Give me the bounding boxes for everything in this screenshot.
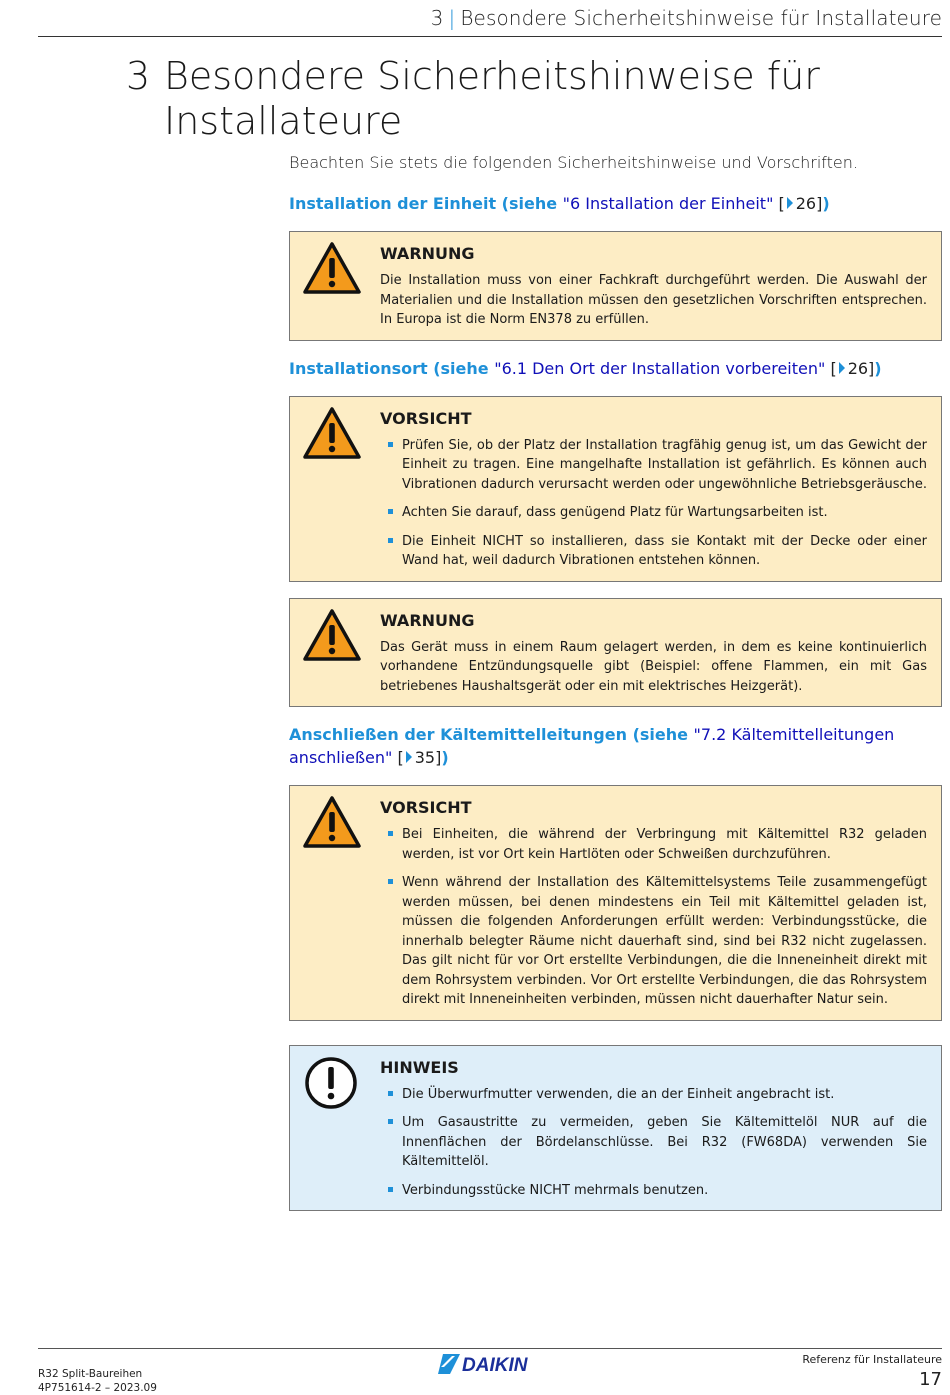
note-box bbox=[289, 1045, 942, 1212]
running-header-number: 3 bbox=[430, 6, 444, 30]
section-heading-location bbox=[289, 357, 942, 380]
footer-ref-label: Referenz für Installateure bbox=[802, 1353, 942, 1366]
warning-box bbox=[289, 231, 942, 341]
section-ref-open: [ bbox=[773, 194, 785, 213]
footer-product: R32 Split-Baureihen bbox=[38, 1368, 143, 1380]
chapter-title bbox=[126, 54, 926, 144]
daikin-logo-text: DAIKIN bbox=[462, 1355, 528, 1375]
section-heading-close: ) bbox=[874, 358, 882, 378]
page-ref-triangle-icon bbox=[406, 751, 412, 763]
warning-triangle-icon bbox=[302, 608, 362, 662]
caution-title: VORSICHT bbox=[380, 408, 472, 428]
section-ref-open: [ bbox=[825, 358, 837, 378]
page-ref-triangle-icon bbox=[839, 362, 845, 374]
page-number: 17 bbox=[919, 1369, 942, 1390]
caution-list bbox=[380, 436, 927, 571]
running-header-separator: | bbox=[448, 6, 456, 30]
list-item: Um Gasaustritte zu vermeiden, geben Sie Kältemittelöl NUR auf die Innenflächen der Bördelanschlüsse. Bei R32 (FW68DA) verwenden Sie Kältemittelöl. bbox=[380, 1113, 927, 1172]
caution-box bbox=[289, 785, 942, 1021]
section-ref-page[interactable]: 26] bbox=[847, 358, 875, 378]
page-ref-triangle-icon bbox=[787, 197, 793, 209]
list-item: Bei Einheiten, die während der Verbringung mit Kältemittel R32 geladen werden, ist vor Ort kein Hartlöten oder Schweißen durchzuführen. bbox=[380, 825, 927, 864]
running-header-title: Besondere Sicherheitshinweise für Installateure bbox=[460, 6, 942, 30]
footer-page-info bbox=[802, 1352, 942, 1392]
section-ref-link[interactable]: "6 Installation der Einheit" bbox=[562, 194, 774, 213]
note-list bbox=[380, 1085, 927, 1201]
footer-doc-info bbox=[38, 1367, 157, 1395]
section-heading-lead: Installationsort (siehe bbox=[289, 358, 495, 378]
caution-box bbox=[289, 396, 942, 582]
section-ref-link[interactable]: "6.1 Den Ort der Installation vorbereiten" bbox=[494, 358, 826, 378]
list-item: Achten Sie darauf, dass genügend Platz für Wartungsarbeiten ist. bbox=[380, 503, 927, 523]
section-heading-installation bbox=[289, 192, 942, 215]
chapter-number: 3 bbox=[126, 54, 151, 98]
section-heading-lead: Installation der Einheit (siehe bbox=[289, 194, 563, 213]
list-item: Wenn während der Installation des Kältemittelsystems Teile zusammengefügt werden müssen, bei denen mindestens ein Teil mit Kältemittel geladen ist, müssen die folgenden Anforderungen erfüllt werden: Verbindungsstücke, die innerhalb belegter Räume nicht dauerhaft sind, sind bei R32 nicht zugelassen. Das gilt nicht für vor Ort erstellte Verbindungen, die die Inneneinheit direkt mit dem Rohrsystem verbinden. Vor Ort erstellte Verbindungen, die das Rohrsystem direkt mit Inneneinheiten verbinden, müssen nicht dauerhafter Natur sein. bbox=[380, 873, 927, 1010]
intro-text: Beachten Sie stets die folgenden Sicherheitshinweise und Vorschriften. bbox=[289, 153, 858, 172]
chapter-title-text: Besondere Sicherheitshinweise für Installateure bbox=[164, 54, 820, 143]
caution-list bbox=[380, 825, 927, 1010]
warning-text: Das Gerät muss in einem Raum gelagert werden, in dem es keine kontinuierlich vorhandene Entzündungsquelle gibt (Beispiel: offene Flammen, ein mit Gas betriebenes Haushaltsgerät oder ein mit elektrisches Heizgerät). bbox=[380, 639, 927, 694]
footer-rule bbox=[38, 1348, 942, 1349]
footer-doc-id: 4P751614-2 – 2023.09 bbox=[38, 1382, 157, 1394]
warning-box bbox=[289, 598, 942, 708]
running-header bbox=[431, 6, 942, 30]
section-ref-open: [ bbox=[392, 748, 404, 767]
warning-triangle-icon bbox=[302, 406, 362, 460]
section-ref-page[interactable]: 35] bbox=[414, 748, 442, 767]
main-content bbox=[289, 152, 942, 1227]
section-heading-close: ) bbox=[822, 194, 830, 213]
section-heading-close: ) bbox=[441, 748, 449, 767]
warning-triangle-icon bbox=[302, 241, 362, 295]
warning-triangle-icon bbox=[302, 795, 362, 849]
list-item: Die Einheit NICHT so installieren, dass sie Kontakt mit der Decke oder einer Wand hat, weil dadurch Vibrationen entstehen können. bbox=[380, 532, 927, 571]
warning-title: WARNUNG bbox=[380, 244, 475, 263]
list-item: Die Überwurfmutter verwenden, die an der Einheit angebracht ist. bbox=[380, 1085, 927, 1105]
caution-title: VORSICHT bbox=[380, 798, 472, 817]
list-item: Prüfen Sie, ob der Platz der Installation tragfähig genug ist, um das Gewicht der Einheit zu tragen. Eine mangelhafte Installation ist gefährlich. Es können auch Vibrationen dadurch verursacht werden oder ungewöhnliche Betriebsgeräusche. bbox=[380, 436, 927, 495]
exclamation-circle-icon bbox=[304, 1056, 358, 1110]
warning-text: Die Installation muss von einer Fachkraft durchgeführt werden. Die Auswahl der Materialien und die Installation müssen den gesetzlichen Vorschriften entsprechen. In Europa ist die Norm EN378 zu erfüllen. bbox=[380, 273, 927, 327]
section-heading-refrigerant bbox=[289, 723, 942, 769]
section-heading-lead: Anschließen der Kältemittelleitungen (siehe bbox=[289, 725, 694, 744]
list-item: Verbindungsstücke NICHT mehrmals benutzen. bbox=[380, 1181, 927, 1201]
daikin-logo bbox=[438, 1353, 542, 1375]
warning-title: WARNUNG bbox=[380, 610, 475, 630]
section-ref-link[interactable]: "7.2 Kältemittelleitungen anschließen" bbox=[289, 725, 895, 767]
note-title: HINWEIS bbox=[380, 1057, 459, 1077]
section-ref-page[interactable]: 26] bbox=[795, 194, 823, 213]
header-rule bbox=[38, 36, 942, 37]
